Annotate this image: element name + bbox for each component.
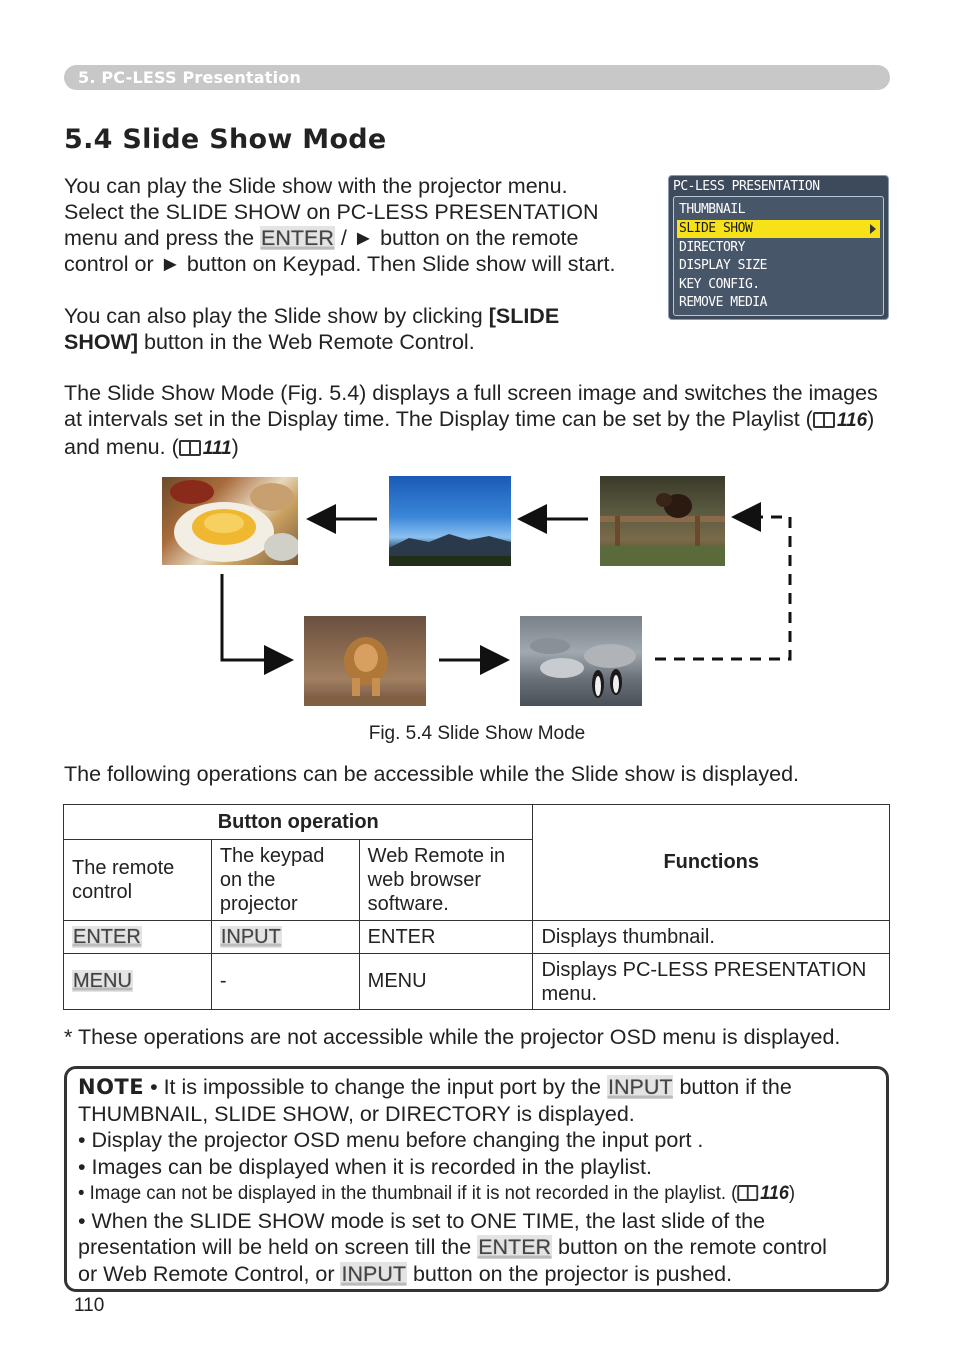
note-bullet-5-cont (78, 1234, 883, 1261)
enter-key: ENTER (73, 925, 141, 948)
note-bullet-5: • When the SLIDE SHOW mode is set to ONE TIME, the last slide of the (78, 1208, 766, 1233)
menu-key: MENU (73, 970, 132, 992)
note-bullet-2: • Display the projector OSD menu before changing the input port . (78, 1128, 704, 1152)
note-bullet-5-end (78, 1261, 883, 1288)
slide-show-bold: [SLIDE (488, 304, 560, 328)
enter-key: ENTER (478, 1235, 552, 1259)
osd-title: PC-LESS PRESENTATION (673, 179, 820, 194)
intro-text: / ► button on the remote (334, 226, 579, 250)
intro-text: button in the Web Remote Control. (138, 330, 475, 354)
cell-keypad: - (211, 954, 359, 1010)
page-number: 110 (74, 1295, 105, 1316)
input-key: INPUT (341, 1261, 406, 1286)
note-bullet-3: • Images can be displayed when it is recorded in the playlist. (78, 1154, 653, 1179)
input-key: INPUT (220, 925, 281, 948)
note-label: NOTE (78, 1075, 145, 1099)
intro-text: You can also play the Slide show by clicking (64, 304, 489, 328)
header-remote-control: The remote control (64, 840, 212, 921)
desc-text: at intervals set in the Display time. The Display time can be set by the Playlist ( (64, 407, 813, 431)
note-text: • Image can not be displayed in the thumbnail if it is not recorded in the playlist. ( (78, 1182, 738, 1204)
figure-caption: Fig. 5.4 Slide Show Mode (368, 723, 586, 744)
desc-text: ) (867, 407, 875, 431)
note-text: button on the projector is pushed. (406, 1261, 733, 1286)
operations-intro: The following operations can be accessible while the Slide show is displayed. (64, 762, 799, 786)
section-header-text: 5. PC-LESS Presentation (78, 68, 302, 87)
osd-item-remove-media[interactable]: REMOVE MEDIA (679, 295, 767, 310)
cell-function: Displays PC-LESS PRESENTATION menu. (533, 954, 890, 1010)
cell-remote (64, 921, 212, 954)
intro-line-2: Select the SLIDE SHOW on PC-LESS PRESENTATION (64, 200, 599, 224)
table-row (64, 954, 890, 1010)
header-keypad: The keypad on the projector (211, 840, 359, 921)
loop-back-dashed-arrow-icon (655, 517, 790, 659)
note-content (78, 1074, 883, 1287)
osd-item-thumbnail[interactable]: THUMBNAIL (679, 202, 745, 217)
cell-web: MENU (359, 954, 533, 1010)
header-web-remote: Web Remote in web browser software. (359, 840, 533, 921)
header-functions: Functions (533, 805, 890, 921)
note-text: or Web Remote Control, or (78, 1261, 341, 1286)
arrow-corner-icon (222, 574, 288, 660)
page-reference[interactable]: 111 (202, 438, 232, 459)
note-text: button on the remote control (552, 1235, 827, 1259)
page-reference[interactable]: 116 (836, 410, 868, 431)
osd-item-key-config[interactable]: KEY CONFIG. (679, 277, 760, 292)
header-button-operation: Button operation (64, 805, 533, 840)
note-bullet-4-inner (78, 1180, 795, 1208)
note-bullet-1 (78, 1074, 883, 1101)
operations-table (63, 804, 890, 1010)
cell-keypad (211, 921, 359, 954)
osd-item-display-size[interactable]: DISPLAY SIZE (679, 258, 767, 273)
desc-line-1: The Slide Show Mode (Fig. 5.4) displays a full screen image and switches the images (64, 381, 878, 405)
desc-text: and menu. ( (64, 435, 179, 459)
desc-text: ) (231, 435, 239, 459)
cell-remote (64, 954, 212, 1010)
note-text: presentation will be held on screen till the (78, 1235, 478, 1259)
osd-item-label: SLIDE SHOW (679, 221, 753, 236)
note-bullet-1-cont: THUMBNAIL, SLIDE SHOW, or DIRECTORY is displayed. (78, 1101, 635, 1126)
input-key: INPUT (607, 1075, 673, 1099)
intro-text: menu and press the (64, 226, 261, 250)
book-icon (737, 1185, 758, 1201)
page-reference[interactable]: 116 (760, 1183, 789, 1204)
note-text: • It is impossible to change the input port by the (144, 1075, 607, 1099)
osd-item-directory[interactable]: DIRECTORY (679, 240, 745, 255)
cell-function: Displays thumbnail. (533, 921, 890, 954)
note-bullet-4 (78, 1180, 883, 1208)
enter-key: ENTER (261, 226, 334, 250)
note-text: button if the (673, 1075, 792, 1099)
cell-web: ENTER (359, 921, 533, 954)
slide-show-bold: SHOW] (64, 330, 139, 354)
page-title: 5.4 Slide Show Mode (64, 124, 387, 155)
intro-line-4: control or ► button on Keypad. Then Slide show will start. (64, 252, 616, 276)
footnote: * These operations are not accessible while the projector OSD menu is displayed. (64, 1025, 841, 1049)
intro-line-1: You can play the Slide show with the projector menu. (64, 174, 568, 198)
note-text: ) (788, 1182, 796, 1204)
table-row (64, 921, 890, 954)
